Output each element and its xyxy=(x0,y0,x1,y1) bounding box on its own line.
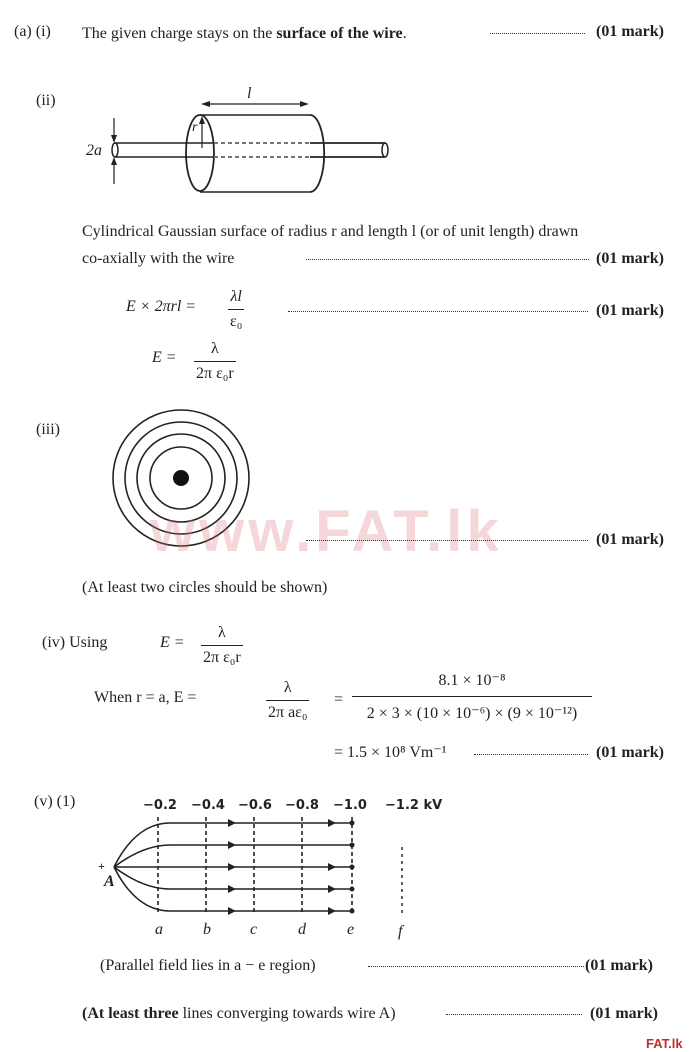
iv-eq-denominator: 2π ε₀r xyxy=(201,645,243,667)
mark-ii-2: (01 mark) xyxy=(596,302,664,319)
eq1-numerator: λl xyxy=(230,288,242,305)
radius-label: r xyxy=(192,120,198,135)
part-label-a-i: (a) (i) xyxy=(14,23,51,40)
mark-iii: (01 mark) xyxy=(596,531,664,548)
part-label-ii: (ii) xyxy=(36,92,56,109)
diameter-label: 2a xyxy=(86,142,102,159)
wire-a-label: A xyxy=(104,873,115,890)
converging-lines-note xyxy=(82,1006,396,1022)
dotted-leader xyxy=(306,537,588,541)
part-label-v-1: (v) (1) xyxy=(34,793,76,810)
eq1-fraction xyxy=(228,288,244,331)
when-text: When r = a, E = xyxy=(94,689,197,706)
gaussian-description-line2: co-axially with the wire xyxy=(82,250,235,267)
eq2-denominator: 2π ε₀r xyxy=(194,361,236,383)
potential-label-2: −0.4 xyxy=(191,798,225,813)
potential-label-5: −1.0 xyxy=(333,798,367,813)
part-label-iii: (iii) xyxy=(36,421,60,438)
potential-label-3: −0.6 xyxy=(238,798,272,813)
region-letter-c: c xyxy=(250,921,258,938)
footer-brand-logo: FAT.lk xyxy=(646,1036,683,1051)
parallel-field-note: (Parallel field lies in a − e region) xyxy=(100,957,316,974)
dotted-leader xyxy=(446,1011,582,1015)
dotted-leader xyxy=(288,308,588,312)
field-lines-diagram xyxy=(100,815,420,925)
converging-note-rest: lines converging towards wire A) xyxy=(178,1005,396,1022)
mark-v-2: (01 mark) xyxy=(590,1005,658,1022)
eq2-lhs: E = xyxy=(152,349,177,366)
equals-sign: = xyxy=(334,691,344,708)
circles-note: (At least two circles should be shown) xyxy=(82,579,328,596)
statement-bold: surface of the wire xyxy=(276,25,403,42)
length-label: l xyxy=(247,85,252,102)
numeric-fraction xyxy=(352,670,592,723)
mark-a-i: (01 mark) xyxy=(596,23,664,40)
mark-iv: (01 mark) xyxy=(596,744,664,761)
iv-eq-numerator: λ xyxy=(217,624,226,641)
potential-label-4: −0.8 xyxy=(285,798,319,813)
gaussian-description-line1: Cylindrical Gaussian surface of radius r and length l (or of unit length) drawn xyxy=(82,223,579,240)
wire-charge-sign: + xyxy=(98,859,105,873)
gaussian-cylinder-diagram xyxy=(80,80,400,210)
dotted-leader xyxy=(368,963,584,967)
dotted-leader xyxy=(490,30,585,34)
eq1-lhs: E × 2πrl = xyxy=(126,298,197,315)
iv-eq-fraction xyxy=(201,624,243,667)
potential-label-1: −0.2 xyxy=(143,798,177,813)
eq2-fraction xyxy=(194,340,236,383)
eq1-denominator: ε₀ xyxy=(228,309,244,331)
statement-text: The given charge stays on the xyxy=(82,25,277,42)
dotted-leader xyxy=(306,256,589,260)
when-denominator: 2π aε₀ xyxy=(266,700,309,722)
iv-eq-lhs: E = xyxy=(160,634,185,651)
statement-end: . xyxy=(402,25,407,42)
region-letter-a: a xyxy=(155,921,163,938)
part-a-i-statement xyxy=(82,26,407,42)
region-letter-e: e xyxy=(347,921,355,938)
region-letter-f: f xyxy=(398,923,403,940)
when-numerator: λ xyxy=(283,679,292,696)
field-result: = 1.5 × 10⁸ Vm⁻¹ xyxy=(334,744,447,761)
mark-ii-1: (01 mark) xyxy=(596,250,664,267)
converging-note-bold: (At least three xyxy=(82,1005,179,1022)
dotted-leader xyxy=(474,751,588,755)
mark-v-1: (01 mark) xyxy=(585,957,653,974)
watermark: www.FAT.lk xyxy=(150,499,503,564)
numeric-numerator: 8.1 × 10⁻⁸ xyxy=(438,672,506,689)
part-label-iv: (iv) Using xyxy=(42,634,108,651)
region-letter-d: d xyxy=(298,921,306,938)
eq2-numerator: λ xyxy=(210,340,219,357)
potential-label-6: −1.2 kV xyxy=(385,798,443,813)
when-fraction xyxy=(266,679,309,722)
numeric-denominator: 2 × 3 × (10 × 10⁻⁶) × (9 × 10⁻¹²) xyxy=(352,696,592,723)
region-letter-b: b xyxy=(203,921,211,938)
